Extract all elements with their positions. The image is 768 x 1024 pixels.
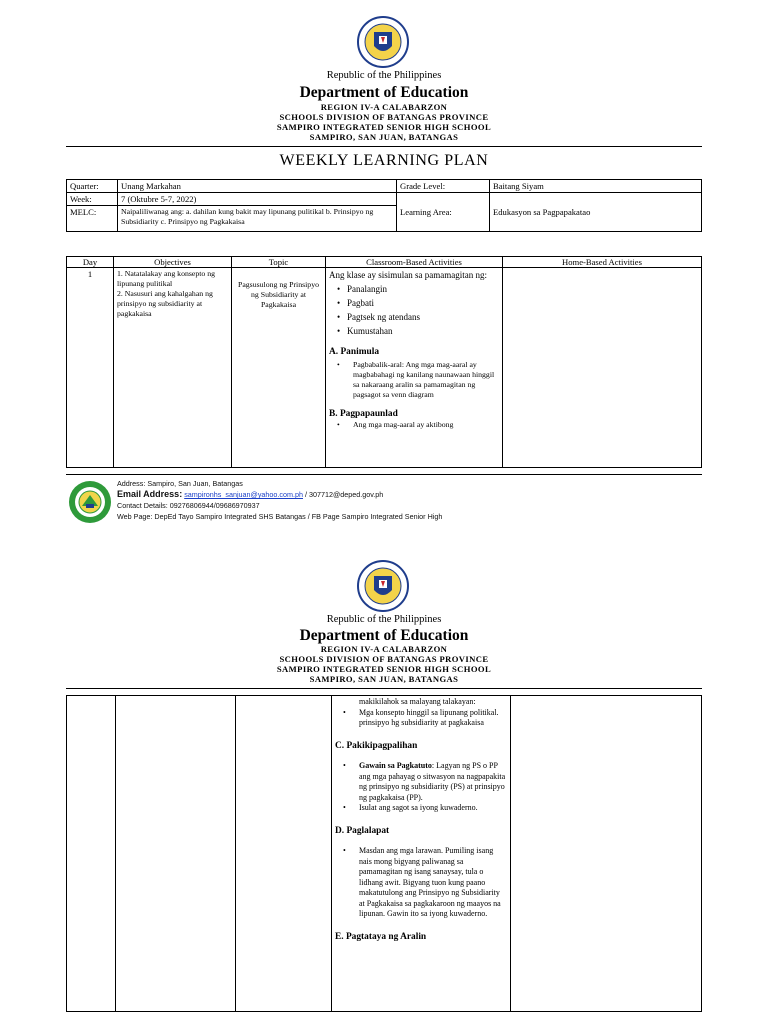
header-divider (66, 146, 702, 147)
footer-address: Address: Sampiro, San Juan, Batangas (117, 479, 243, 488)
header-day: Day (67, 257, 114, 268)
email-secondary: / 307712@deped.gov.ph (302, 490, 384, 499)
section-a-list (329, 360, 499, 400)
week-label: Week: (67, 193, 118, 206)
continued-text: makikilahok sa malayang talakayan: (359, 697, 476, 706)
footer-email (117, 489, 442, 500)
list-item: • Pagtsek ng atendans (329, 310, 499, 324)
list-item: • Isulat ang sagot sa iyong kuwaderno. (335, 803, 507, 814)
school-label: SAMPIRO INTEGRATED SENIOR HIGH SCHOOL (276, 122, 492, 132)
section-b-heading: B. Pagpapaunlad (329, 409, 398, 419)
melc-label: MELC: (67, 206, 118, 232)
list-item: • Masdan ang mga larawan. Pumiling isang nais mong bigyang paliwanag sa pamamagitan ng isang sanaysay, tula o lidhang awit. Bigyang tuon kung paano makatutulong ang Prinsipyo ng Subsidiarity at Pagkakaisa sa pagkakaroon ng maayos na lipunan. Gawin ito sa iyong kuwaderno. (335, 846, 507, 920)
classroom-cell (332, 696, 511, 1012)
classroom-cell (326, 268, 503, 468)
location-label: SAMPIRO, SAN JUAN, BATANGAS (309, 132, 459, 142)
school-logo (68, 480, 112, 524)
info-table (66, 179, 702, 232)
list-item: • Pagbabalik-aral: Ang mga mag-aaral ay magbabahagi ng kanilang naunawaan hinggil sa nakaraang aralin sa pamamagitan ng pagsagot sa venn diagram (329, 360, 499, 400)
plan-table-continued (66, 695, 702, 1012)
deped-seal-logo (357, 16, 409, 68)
footer-contact: Contact Details: 09276806944/09686970937 (117, 501, 260, 510)
home-cell (503, 268, 702, 468)
list-item (335, 761, 507, 803)
region-label: REGION IV-A CALABARZON (320, 102, 448, 112)
list-item: • Pagbati (329, 296, 499, 310)
continued-list (335, 708, 507, 729)
intro-text: Ang klase ay sisimulan sa pamamagitan ng: (329, 270, 487, 280)
header-objectives: Objectives (114, 257, 232, 268)
objective-2: 2. Nasusuri ang kahalgahan ng prinsipyo ng subsidiarity at pagkakaisa (117, 289, 213, 318)
topic-cell (236, 696, 332, 1012)
objective-1: 1. Natatalakay ang konsepto ng lipunang pulitikal (117, 269, 216, 288)
school-label: SAMPIRO INTEGRATED SENIOR HIGH SCHOOL (276, 664, 492, 674)
location-label: SAMPIRO, SAN JUAN, BATANGAS (309, 674, 459, 684)
topic-cell (232, 268, 326, 468)
list-item: • Kumustahan (329, 324, 499, 338)
activity-label: Gawain sa Pagkatuto (359, 761, 432, 770)
header-topic: Topic (232, 257, 326, 268)
section-c-heading: C. Pakikipagpalihan (335, 740, 418, 751)
footer-text (117, 478, 442, 522)
header-divider (66, 688, 702, 689)
deped-seal-logo (357, 560, 409, 612)
objectives-cell (116, 696, 236, 1012)
section-b-list (329, 420, 499, 430)
area-value: Edukasyon sa Pagpapakatao (490, 193, 702, 232)
republic-label: Republic of the Philippines (326, 70, 442, 81)
grade-value: Baitang Siyam (490, 180, 702, 193)
page-2 (0, 530, 768, 1024)
list-item: • Ang mga mag-aaral ay aktibong (329, 420, 499, 430)
quarter-value: Unang Markahan (118, 180, 397, 193)
section-e-heading: E. Pagtataya ng Aralin (335, 931, 427, 942)
section-c-list (335, 761, 507, 814)
quarter-label: Quarter: (67, 180, 118, 193)
area-label: Learning Area: (397, 193, 490, 232)
section-d-heading: D. Paglalapat (335, 825, 390, 836)
melc-value: Naipaliliwanag ang: a. dahilan kung bakit may lipunang pulitikal b. Prinsipyo ng Subsidiarity c. Prinsipyo ng Pagkakaisa (118, 206, 397, 232)
republic-label: Republic of the Philippines (326, 614, 442, 625)
region-label: REGION IV-A CALABARZON (320, 644, 448, 654)
footer-web: Web Page: DepEd Tayo Sampiro Integrated SHS Batangas / FB Page Sampiro Integrated Senior High (117, 512, 443, 521)
grade-label: Grade Level: (397, 180, 490, 193)
activity-text: : Lagyan ng PS o PP ang mga pahayag o sitwasyon na nagpapakita ng prinsipyo ng subsidiarity (PS) at prinsipyo ng pagkakaisa (PP). (359, 761, 506, 802)
footer (70, 478, 710, 526)
department-title: Department of Education (299, 627, 469, 644)
day-cell (67, 696, 116, 1012)
header-home: Home-Based Activities (503, 257, 702, 268)
document-title: WEEKLY LEARNING PLAN (279, 152, 489, 169)
department-title: Department of Education (299, 84, 469, 101)
section-d-list (335, 846, 507, 920)
header-classroom: Classroom-Based Activities (326, 257, 503, 268)
objectives-cell (114, 268, 232, 468)
footer-divider (66, 474, 702, 475)
day-cell: 1 (67, 268, 114, 468)
email-link[interactable]: sampironhs_sanjuan@yahoo.com.ph (184, 490, 303, 499)
list-item: • Panalangin (329, 282, 499, 296)
list-item: • Mga konsepto hinggil sa lipunang politikal. prinsipyo hg subsidiarity at pagkakaisa (335, 708, 507, 729)
plan-table (66, 256, 702, 468)
email-label: Email Address: (117, 489, 183, 499)
section-a-heading: A. Panimula (329, 347, 380, 357)
opening-list (329, 282, 499, 338)
topic-text: Pagsusulong ng Prinsipyo ng Subsidiarity at Pagkakaisa (237, 280, 319, 309)
week-value: 7 (Oktubre 5-7, 2022) (118, 193, 397, 206)
division-label: SCHOOLS DIVISION OF BATANGAS PROVINCE (279, 112, 489, 122)
home-cell (511, 696, 702, 1012)
division-label: SCHOOLS DIVISION OF BATANGAS PROVINCE (279, 654, 489, 664)
